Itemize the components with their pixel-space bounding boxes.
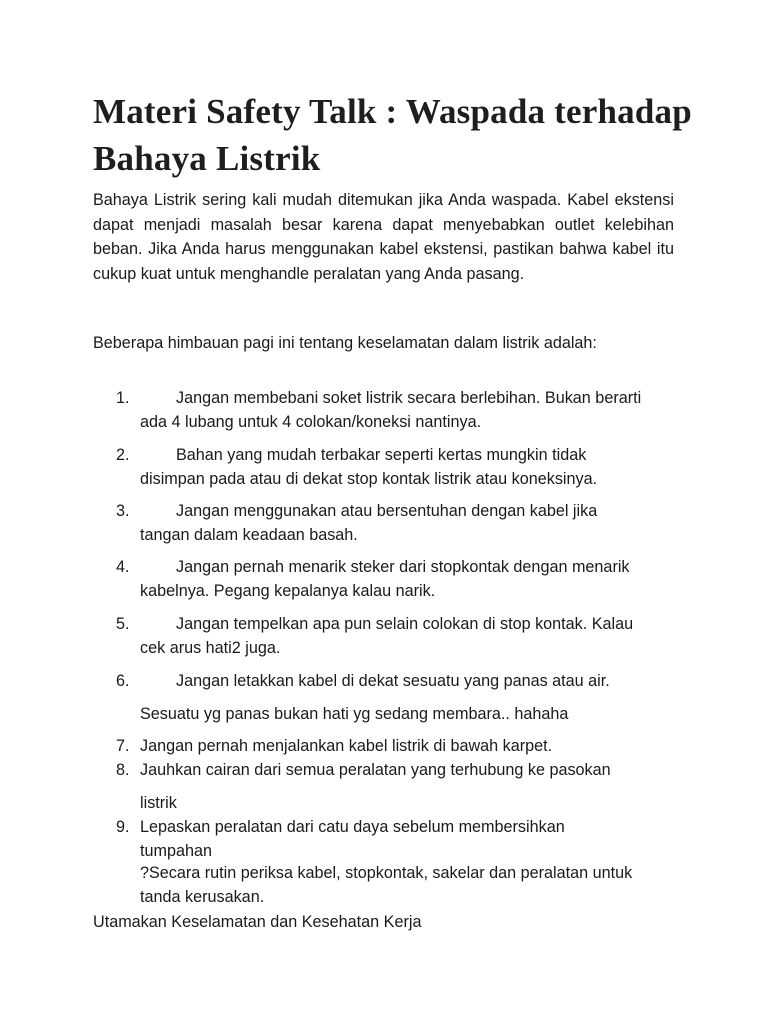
list-item-text: Jangan membebani soket listrik secara berlebihan. Bukan berarti ada 4 lubang untuk 4 colokan/koneksi nantinya.: [140, 389, 642, 431]
list-item-number: 5.: [116, 615, 130, 633]
list-item-text: Jangan pernah menarik steker dari stopkontak dengan menarik kabelnya. Pegang kepalanya kalau narik.: [140, 558, 630, 600]
intro-paragraph: Bahaya Listrik sering kali mudah ditemukan jika Anda waspada. Kabel ekstensi dapat menjadi masalah besar karena dapat menyebabkan outlet kelebihan beban. Jika Anda harus menggunakan kabel ekstensi, pastikan bahwa kabel itu cukup kuat untuk menghandle peralatan yang Anda pasang.: [93, 191, 674, 283]
list-item-number: 4.: [116, 558, 130, 576]
list-item-number: 8.: [116, 761, 130, 779]
list-item-text: Jangan pernah menjalankan kabel listrik di bawah karpet.: [140, 737, 553, 755]
list-item-text: Lepaskan peralatan dari catu daya sebelum membersihkan tumpahan: [140, 818, 565, 860]
lead-paragraph: Beberapa himbauan pagi ini tentang keselamatan dalam listrik adalah:: [93, 334, 597, 352]
list-item-number: 2.: [116, 446, 130, 464]
list-item-number: 9.: [116, 818, 130, 836]
list-item: [93, 613, 693, 660]
list-item-continuation: Sesuatu yg panas bukan hati yg sedang membara.. hahaha: [140, 705, 569, 723]
list-item: [93, 500, 693, 547]
list-item-text: Jangan letakkan kabel di dekat sesuatu yang panas atau air.: [176, 672, 610, 690]
list-item: [93, 759, 693, 783]
list-item-text: Jangan menggunakan atau bersentuhan dengan kabel jika tangan dalam keadaan basah.: [140, 502, 598, 544]
list-item: [93, 735, 693, 759]
list-item-note: ?Secara rutin periksa kabel, stopkontak, sakelar dan peralatan untuk tanda kerusakan.: [140, 864, 633, 906]
list-item-number: 1.: [116, 389, 130, 407]
list-item-text: Bahan yang mudah terbakar seperti kertas mungkin tidak disimpan pada atau di dekat stop kontak listrik atau koneksinya.: [140, 446, 598, 488]
list-item-number: 3.: [116, 502, 130, 520]
list-item-text: Jangan tempelkan apa pun selain colokan di stop kontak. Kalau cek arus hati2 juga.: [140, 615, 634, 657]
list-item: [93, 556, 693, 603]
list-item: [93, 816, 693, 863]
list-item-number: 6.: [116, 672, 130, 690]
list-item-number: 7.: [116, 737, 130, 755]
closing-line: Utamakan Keselamatan dan Kesehatan Kerja: [93, 913, 422, 931]
document-title: Materi Safety Talk : Waspada terhadap Bahaya Listrik: [93, 92, 692, 178]
list-item: [93, 670, 693, 694]
list-item-text: Jauhkan cairan dari semua peralatan yang terhubung ke pasokan: [140, 761, 611, 779]
list-item-continuation: listrik: [140, 794, 177, 812]
list-item: [93, 444, 693, 491]
list-item: [93, 387, 693, 434]
